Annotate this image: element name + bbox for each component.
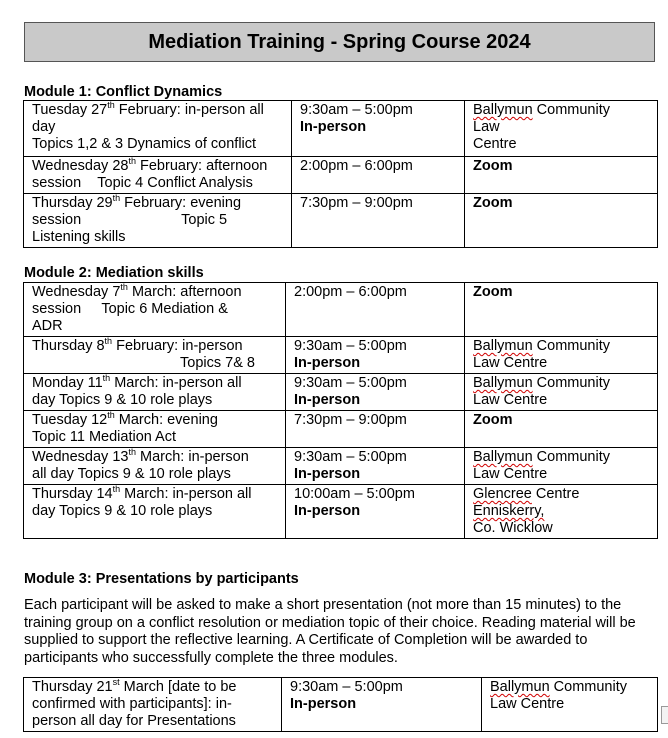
table-row — [24, 337, 658, 374]
ordinal-suffix: th — [102, 373, 111, 384]
venue-cell — [465, 411, 658, 448]
session-day: Wednesday 7 — [32, 284, 121, 300]
session-cell — [24, 678, 282, 732]
session-topic: Topic 11 Mediation Act — [32, 429, 177, 445]
ordinal-suffix: st — [112, 677, 120, 688]
time-cell — [292, 194, 465, 248]
session-cell — [24, 411, 286, 448]
time-cell — [286, 448, 465, 485]
table-row — [24, 411, 658, 448]
table-row — [24, 448, 658, 485]
venue-cell — [465, 448, 658, 485]
session-mode: Zoom — [473, 195, 513, 211]
venue-line-2: Law Centre — [473, 392, 548, 408]
session-cell — [24, 374, 286, 411]
ordinal-suffix: th — [107, 100, 115, 111]
ordinal-suffix: th — [128, 156, 136, 167]
table-row — [24, 283, 658, 337]
session-desc: March [date to be confirmed with participants]: in-person all day for Presentations — [32, 679, 237, 729]
ordinal-suffix: th — [128, 447, 136, 458]
time-cell — [292, 157, 465, 194]
session-mode: Zoom — [473, 158, 513, 174]
session-desc: March: evening — [114, 412, 218, 428]
venue-cell — [465, 157, 658, 194]
session-topic: Topic 6 Mediation & — [101, 301, 228, 317]
session-desc: March: in-person — [135, 449, 249, 465]
table-row — [24, 157, 658, 194]
time-cell — [286, 485, 465, 539]
session-topic: all day Topics 9 & 10 role plays — [32, 466, 231, 482]
session-time: 2:00pm – 6:00pm — [294, 284, 407, 300]
session-time: 7:30pm – 9:00pm — [300, 195, 413, 211]
session-cell — [24, 157, 292, 194]
session-topic-2: Listening skills — [32, 229, 126, 245]
session-day: Monday 11 — [32, 375, 103, 391]
venue-name-rest: Community — [549, 679, 627, 695]
session-day: Thursday 8 — [32, 338, 105, 354]
session-mode: In-person — [294, 392, 361, 408]
session-topic: day Topics 9 & 10 role plays — [32, 503, 213, 519]
session-time: 9:30am – 5:00pm — [300, 102, 413, 118]
venue-line-2: Law — [473, 119, 500, 135]
module3-description: Each participant will be asked to make a short presentation (not more than 15 minutes) to the training group on a conflict resolution or mediation topic of their choice. Reading material will be supplied to support the reflective learning. A Certificate of Completion will be awarded to participants who successfully complete the three modules. — [24, 597, 636, 666]
session-day: Wednesday 13 — [32, 449, 129, 465]
page-title-text: Mediation Training - Spring Course 2024 — [148, 30, 531, 53]
venue-cell — [482, 678, 658, 732]
venue-name-rest: Community — [532, 375, 610, 391]
session-topic: Topics 7& 8 — [180, 355, 255, 371]
time-cell — [286, 283, 465, 337]
session-mode: In-person — [294, 355, 361, 371]
module3-table — [23, 677, 658, 732]
session-day: Thursday 21 — [32, 679, 113, 695]
time-cell — [286, 374, 465, 411]
time-cell — [286, 337, 465, 374]
session-mode: Zoom — [473, 412, 513, 428]
session-mode: In-person — [290, 696, 357, 712]
session-time: 9:30am – 5:00pm — [294, 375, 407, 391]
session-time: 9:30am – 5:00pm — [290, 679, 403, 695]
venue-name: Ballymun — [490, 679, 550, 695]
ordinal-suffix: th — [112, 484, 121, 495]
table-row — [24, 194, 658, 248]
session-mode: In-person — [300, 119, 367, 135]
venue-name: Ballymun — [473, 449, 533, 465]
venue-name: Ballymun — [473, 338, 533, 354]
venue-cell — [465, 194, 658, 248]
time-cell — [292, 101, 465, 157]
session-cell — [24, 194, 292, 248]
ordinal-suffix: th — [120, 282, 128, 293]
venue-cell — [465, 101, 658, 157]
venue-line-2: Law Centre — [473, 466, 548, 482]
venue-cell — [465, 283, 658, 337]
session-desc: February: in-person — [112, 338, 243, 354]
venue-name-rest: Centre — [531, 486, 580, 502]
venue-line-2: Law Centre — [490, 696, 565, 712]
session-time: 9:30am – 5:00pm — [294, 338, 407, 354]
ordinal-suffix: th — [107, 410, 115, 421]
table-row — [24, 101, 658, 157]
ordinal-suffix: th — [104, 336, 113, 347]
venue-name: Ballymun — [473, 102, 533, 118]
session-day: Thursday 29 — [32, 195, 113, 211]
time-cell — [286, 411, 465, 448]
session-topic: Topic 5 — [181, 212, 228, 228]
module1-table — [23, 100, 658, 248]
venue-line-3: Centre — [473, 136, 517, 152]
venue-cell — [465, 337, 658, 374]
session-desc: March: in-person all — [110, 375, 242, 391]
time-cell — [282, 678, 482, 732]
venue-line-2: Enniskerry, — [473, 503, 545, 519]
session-time: 7:30pm – 9:00pm — [294, 412, 407, 428]
session-topic: Topic 4 Conflict Analysis — [97, 175, 253, 191]
table-row — [24, 374, 658, 411]
module3-heading: Module 3: Presentations by participants — [24, 571, 299, 587]
session-mode: In-person — [294, 466, 361, 482]
session-mode: Zoom — [473, 284, 513, 300]
session-cell — [24, 101, 292, 157]
session-cell — [24, 337, 286, 374]
session-topic-2: ADR — [32, 318, 63, 334]
session-day: Thursday 14 — [32, 486, 113, 502]
session-desc: March: in-person all — [120, 486, 252, 502]
session-desc: February: in-person all day — [32, 102, 264, 135]
session-desc: March: afternoon session — [32, 284, 242, 317]
session-day: Wednesday 28 — [32, 158, 129, 174]
session-topic: Topics 1,2 & 3 Dynamics of conflict — [32, 136, 257, 152]
table-row — [24, 678, 658, 732]
venue-name-rest: Community — [532, 338, 610, 354]
page-title — [24, 22, 655, 62]
venue-line-3: Co. Wicklow — [473, 520, 553, 536]
module2-heading: Module 2: Mediation skills — [24, 265, 204, 281]
session-day: Tuesday 12 — [32, 412, 108, 428]
ordinal-suffix: th — [112, 193, 121, 204]
venue-line-2: Law Centre — [473, 355, 548, 371]
page-corner-marker — [661, 706, 668, 724]
session-cell — [24, 448, 286, 485]
session-cell — [24, 283, 286, 337]
venue-cell — [465, 374, 658, 411]
session-time: 2:00pm – 6:00pm — [300, 158, 413, 174]
session-cell — [24, 485, 286, 539]
session-time: 10:00am – 5:00pm — [294, 486, 415, 502]
session-desc: February: afternoon session — [32, 158, 268, 191]
venue-name-rest: Community — [532, 449, 610, 465]
table-row — [24, 485, 658, 539]
session-topic: day Topics 9 & 10 role plays — [32, 392, 213, 408]
session-time: 9:30am – 5:00pm — [294, 449, 407, 465]
venue-name: Glencree — [473, 486, 532, 502]
module2-table — [23, 282, 658, 539]
module1-heading: Module 1: Conflict Dynamics — [24, 84, 223, 100]
venue-name: Ballymun — [473, 375, 533, 391]
session-day: Tuesday 27 — [32, 102, 108, 118]
venue-name-rest: Community — [532, 102, 610, 118]
venue-cell — [465, 485, 658, 539]
session-mode: In-person — [294, 503, 361, 519]
session-desc: February: evening session — [32, 195, 242, 228]
